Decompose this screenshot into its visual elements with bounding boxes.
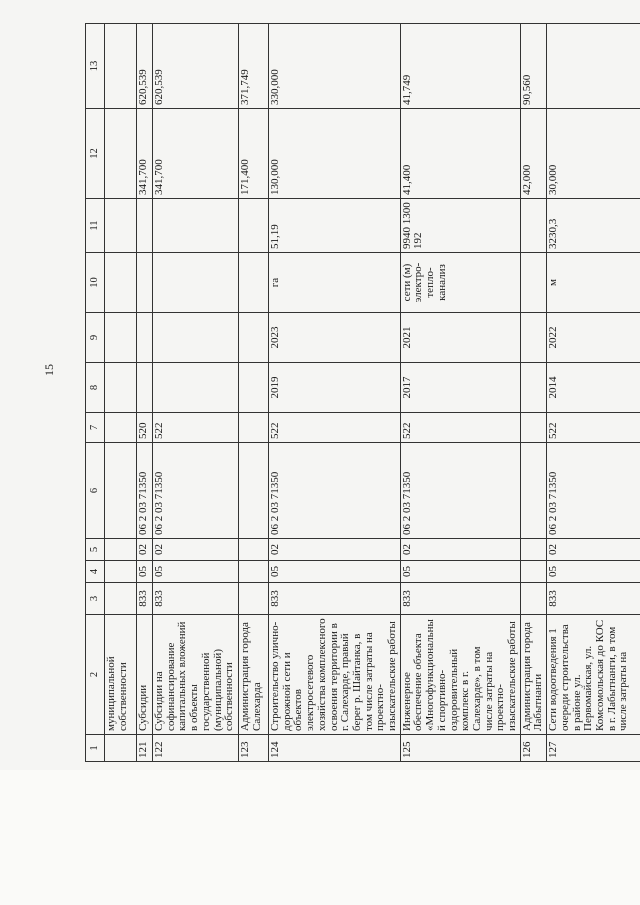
- table-cell: 2021: [400, 313, 520, 363]
- table-cell: 330,000: [269, 24, 401, 109]
- header-cell: 8: [86, 363, 105, 413]
- header-cell: 10: [86, 253, 105, 313]
- table-cell: 05: [400, 561, 520, 583]
- table-row: [520, 24, 546, 762]
- table-cell: 833: [269, 583, 401, 615]
- table-row: [547, 24, 640, 762]
- table-cell: [520, 413, 546, 443]
- table-cell: [137, 199, 153, 253]
- table-cell: 833: [400, 583, 520, 615]
- table-cell: [239, 583, 269, 615]
- table-cell: [105, 413, 137, 443]
- table-cell: 02: [269, 539, 401, 561]
- table-cell: [520, 253, 546, 313]
- table-cell: 41,400: [400, 109, 520, 199]
- table-cell: 90,560: [520, 24, 546, 109]
- table-cell: Администрация города Лабытнанги: [520, 615, 546, 735]
- table-cell: муниципальной собственности: [105, 615, 137, 735]
- header-cell: 12: [86, 109, 105, 199]
- header-cell: 7: [86, 413, 105, 443]
- table-cell: 41,749: [400, 24, 520, 109]
- header-cell: 11: [86, 199, 105, 253]
- table-cell: 05: [547, 561, 640, 583]
- header-cell: 6: [86, 443, 105, 539]
- table-cell: 126: [520, 735, 546, 762]
- table-cell: Сети водоотведения 1 очереди строительства в районе ул. Первомайская, ул. Комсомольская до КОС в г. Лабытнанги, в том числе затраты на: [547, 615, 640, 735]
- table-row: [153, 24, 239, 762]
- table-cell: 522: [547, 413, 640, 443]
- table-cell: 02: [400, 539, 520, 561]
- table-cell: 520: [137, 413, 153, 443]
- table-cell: [105, 561, 137, 583]
- table-cell: 2022: [547, 313, 640, 363]
- table-cell: 2019: [269, 363, 401, 413]
- table-cell: [105, 583, 137, 615]
- table-cell: Субсидии: [137, 615, 153, 735]
- table-cell: [239, 539, 269, 561]
- table-cell: сети (м) электро-тепло-канализ: [400, 253, 520, 313]
- table-cell: [520, 443, 546, 539]
- table-cell: 42,000: [520, 109, 546, 199]
- header-cell: 13: [86, 24, 105, 109]
- table-cell: 341,700: [137, 109, 153, 199]
- table-cell: [153, 313, 239, 363]
- table-cell: 122: [153, 735, 239, 762]
- table-cell: 02: [547, 539, 640, 561]
- header-cell: 1: [86, 735, 105, 762]
- table-row: [137, 24, 153, 762]
- table-cell: [105, 363, 137, 413]
- table-cell: [137, 313, 153, 363]
- table-cell: 05: [137, 561, 153, 583]
- table-cell: 06 2 03 71350: [269, 443, 401, 539]
- table-cell: 522: [269, 413, 401, 443]
- table-cell: 3230,3: [547, 199, 640, 253]
- table-cell: [239, 313, 269, 363]
- header-cell: 2: [86, 615, 105, 735]
- table-cell: Администрация города Салехарда: [239, 615, 269, 735]
- table-cell: га: [269, 253, 401, 313]
- table-cell: 127: [547, 735, 640, 762]
- table-cell: [239, 443, 269, 539]
- table-cell: [520, 313, 546, 363]
- table-cell: [239, 413, 269, 443]
- header-cell: 9: [86, 313, 105, 363]
- table-cell: [520, 199, 546, 253]
- table-cell: 2014: [547, 363, 640, 413]
- table-cell: 02: [137, 539, 153, 561]
- table-cell: 522: [153, 413, 239, 443]
- table-cell: Строительство улично-дорожной сети и объектов электросетевого хозяйства комплексного освоения территории в г. Салехарде, правый берег р. Шайтанка, в том числе затраты на проектно-изыскательские работы: [269, 615, 401, 735]
- table-cell: 833: [137, 583, 153, 615]
- table-cell: [105, 253, 137, 313]
- table-cell: 06 2 03 71350: [547, 443, 640, 539]
- table-cell: [105, 539, 137, 561]
- table-row: [105, 24, 137, 762]
- table-cell: 123: [239, 735, 269, 762]
- blank-page-area: [0, 770, 640, 905]
- table-cell: [547, 24, 640, 109]
- table-cell: Субсидии на софинансирование капитальных вложений в объекты государственной (муниципальной) собственности: [153, 615, 239, 735]
- table-cell: 9940 1300 192: [400, 199, 520, 253]
- table-cell: 06 2 03 71350: [400, 443, 520, 539]
- table-cell: 341,700: [153, 109, 239, 199]
- table-cell: [153, 253, 239, 313]
- header-cell: 3: [86, 583, 105, 615]
- table-cell: 124: [269, 735, 401, 762]
- table-cell: [239, 199, 269, 253]
- table-cell: [105, 199, 137, 253]
- table-cell: [520, 363, 546, 413]
- table-cell: 171,400: [239, 109, 269, 199]
- rotated-table-wrapper: [85, 24, 630, 762]
- table-cell: 30,000: [547, 109, 640, 199]
- table-cell: 05: [153, 561, 239, 583]
- header-row: [86, 24, 105, 762]
- table-cell: [105, 24, 137, 109]
- table-cell: 2023: [269, 313, 401, 363]
- table-cell: [239, 363, 269, 413]
- table-cell: м: [547, 253, 640, 313]
- header-cell: 4: [86, 561, 105, 583]
- table-cell: [153, 363, 239, 413]
- table-cell: [153, 199, 239, 253]
- table-cell: [520, 583, 546, 615]
- table-cell: Инженерное обеспечение объекта «Многофункциональный спортивно-оздоровительный комплекс в г. Салехарде», в том числе затраты на проектно-изыскательские работы: [400, 615, 520, 735]
- table-cell: 121: [137, 735, 153, 762]
- table-cell: 06 2 03 71350: [137, 443, 153, 539]
- table-cell: 130,000: [269, 109, 401, 199]
- table-cell: 371,749: [239, 24, 269, 109]
- table-cell: [520, 561, 546, 583]
- table-cell: 620,539: [137, 24, 153, 109]
- budget-table: [85, 23, 640, 762]
- table-cell: [239, 253, 269, 313]
- table-cell: [137, 253, 153, 313]
- table-cell: [137, 363, 153, 413]
- table-cell: 522: [400, 413, 520, 443]
- table-cell: [105, 109, 137, 199]
- table-cell: 02: [153, 539, 239, 561]
- table-cell: 125: [400, 735, 520, 762]
- table-row: [400, 24, 520, 762]
- table-cell: [520, 539, 546, 561]
- table-cell: 2017: [400, 363, 520, 413]
- table-cell: [105, 443, 137, 539]
- table-row: [269, 24, 401, 762]
- header-cell: 5: [86, 539, 105, 561]
- table-cell: [239, 561, 269, 583]
- table-cell: 833: [153, 583, 239, 615]
- table-row: [239, 24, 269, 762]
- table-cell: [105, 313, 137, 363]
- table-cell: 05: [269, 561, 401, 583]
- table-cell: 51,19: [269, 199, 401, 253]
- table-cell: 833: [547, 583, 640, 615]
- table-cell: [105, 735, 137, 762]
- table-cell: 620,539: [153, 24, 239, 109]
- page-number: 15: [42, 364, 56, 376]
- table-cell: 06 2 03 71350: [153, 443, 239, 539]
